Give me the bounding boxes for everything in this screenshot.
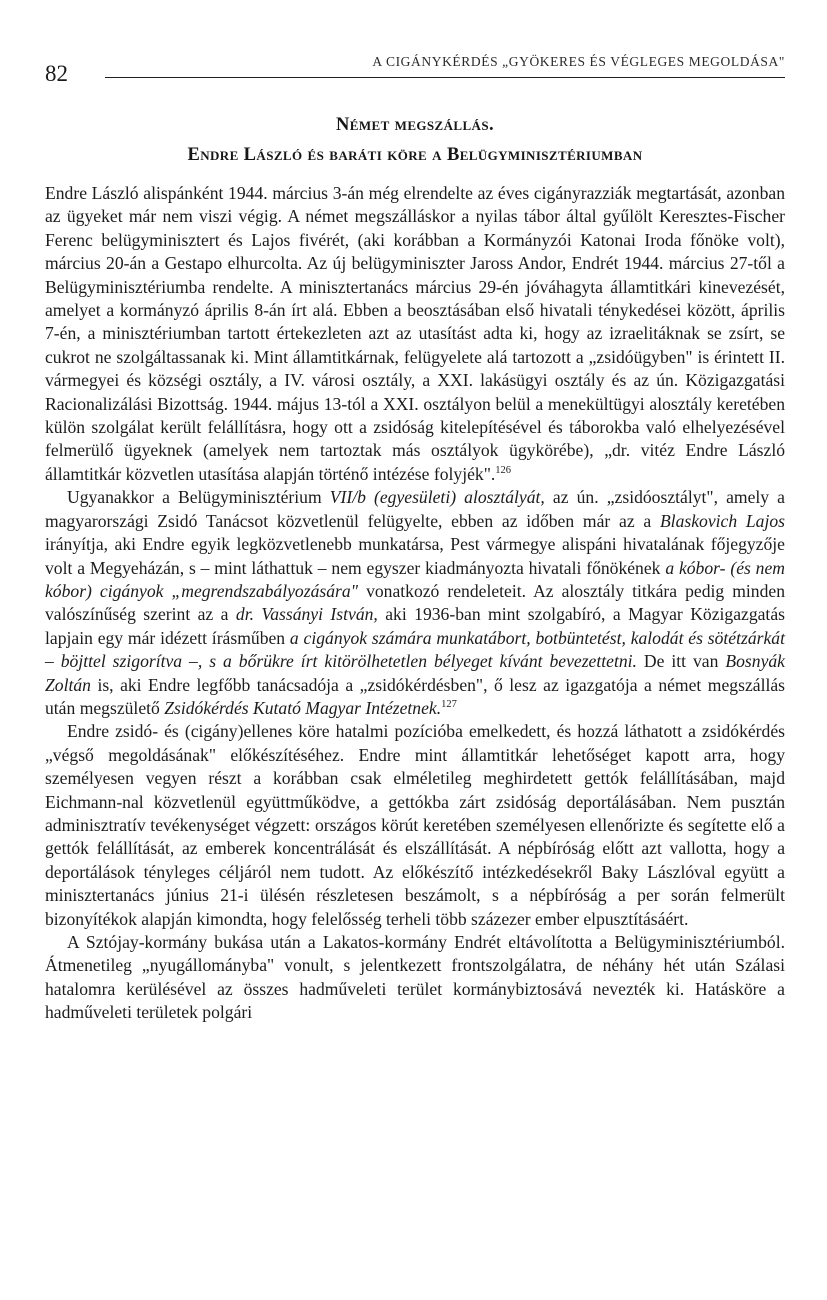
paragraph-4: A Sztójay-kormány bukása után a Lakatos-kormány Endrét eltávolította a Belügyminisztériumból. Átmenetileg „nyugállományba" vonult, s jelentkezett frontszolgálatra, de néhány hét után Szálasi hatalomra kerülésével az összes hadműveleti terület kormánybiztosává nevezték ki. Hatásköre a hadműveleti területek polgári <box>45 932 785 1023</box>
paragraph-2-italic-6: Bosnyák Zoltán <box>45 651 785 695</box>
paragraph-2 <box>45 486 785 720</box>
paragraph-2-italic-2: Blaskovich Lajos <box>659 510 785 531</box>
paragraph-2-text-5: aki 1936-ban mint szolgabíró, a Magyar Közigazgatás lapjain egy már idézett írásműben <box>45 604 785 648</box>
footnote-marker-127: 127 <box>441 699 457 711</box>
section-title-line-1: Német megszállás. <box>336 115 494 135</box>
paragraph-1 <box>45 182 785 486</box>
paragraph-2-text-2: az ún. „zsidóosztályt", amely a magyarországi Zsidó Tanácsot közvetlenül felügyelte, ebben az időben már az a <box>45 487 785 531</box>
body-text <box>45 182 785 1025</box>
section-title <box>45 110 785 170</box>
paragraph-2-italic-1: VII/b (egyesületi) alosztályát, <box>329 487 545 508</box>
paragraph-2-italic-5: a cigányok számára munkatábort, botbüntetést, kalodát és sötétzárkát – böjttel szigorítva –, s a bőrükre írt kitörölhetetlen bélyeget kívánt bevezettetni. <box>45 627 785 672</box>
paragraph-1-text: Endre László alispánként 1944. március 3-án még elrendelte az éves cigányrazziák megtartását, azonban az ügyeket már nem viszi végig. A német megszálláskor a nyilas tábor által gyűlölt Keresztes-Fischer Ferenc belügyminisztert és Lajos fivérét, (aki korábban a Kormányzói Katonai Iroda főnöke volt), március 20-án a Gestapo elhurcolta. Az új belügyminiszter Jaross Andor, Endrét 1944. március 27-től a Belügyminisztériumba rendelte. A minisztertanács március 29-én jóváhagyta államtitkári kinevezését, amelyet a kormányzó április 8-án írt alá. Ebben a beosztásában első hivatali ténykedései között, április 7-én, a minisztériumban tartott értekezleten azt az utasítást adta ki, hogy az izraelitáknak se zsírt, se cukrot ne szolgáltassanak ki. Mint államtitkárnak, felügyelete alá tartozott a „zsidóügyben" is érintett II. vármegyei és községi osztály, a IV. városi osztály, a XXI. lakásügyi osztály és az ún. Közigazgatási Racionalizálási Bizottság. 1944. május 13-tól a XXI. osztályon belül a menekültügyi alosztály keretében külön szolgálat került felállításra, hogy ott a zsidóság kitelepítésével és táborokba való elhelyezésével felmerülő ügyeknek (amelyek nem tartoztak más osztályok ügykörébe), „dr. vitéz Endre László államtitkár közvetlen utasítása alapján történő intézése folyjék". <box>45 183 785 484</box>
paragraph-2-text-3: irányítja, aki Endre egyik legközvetlenebb munkatársa, Pest vármegye alispáni hivatalának főjegyzője volt a Megyeházán, s – mint láthattuk – nem egyszer kiadmányozta hivatali főnökének <box>45 534 785 578</box>
page-number: 82 <box>45 61 68 86</box>
paragraph-2-text-6: De itt van <box>636 651 726 672</box>
running-head: A CIGÁNYKÉRDÉS „GYÖKERES ÉS VÉGLEGES MEGOLDÁSA" <box>372 54 785 69</box>
paragraph-2-text-7: is, aki Endre legfőbb tanácsadója a „zsidókérdésben", ő lesz az igazgatója a német megszállás után megszülető <box>45 674 785 718</box>
paragraph-2-text-1: Ugyanakkor a Belügyminisztérium <box>67 487 330 508</box>
header-rule <box>105 77 785 78</box>
paragraph-2-italic-4: dr. Vassányi István, <box>235 604 378 625</box>
paragraph-2-italic-7: Zsidókérdés Kutató Magyar Intézetnek. <box>164 697 442 718</box>
paragraph-2-text-4: vonatkozó rendeleteit. Az alosztály titkára pedig minden valószínűség szerint az a <box>45 580 785 625</box>
footnote-marker-126: 126 <box>495 465 512 477</box>
paragraph-2-italic-3: a kóbor- (és nem kóbor) cigányok „megrendszabályozására" <box>45 557 785 601</box>
paragraph-3: Endre zsidó- és (cigány)ellenes köre hatalmi pozícióba emelkedett, és hozzá láthatott a zsidókérdés „végső megoldásának" előkészítéséhez. Endre mint államtitkár lehetőséget kapott arra, hogy személyesen vegyen részt a korábban csak elméletileg meghirdetett gettók felállításában, majd Eichmann-nal közvetlenül együttműködve, a gettókba zárt zsidóság deportálásában. Nem pusztán adminisztratív tevékenységet végzett: országos körút keretében személyesen ellenőrizte és segítette elő a gettók felállítását, az emberek koncentrálását és elszállítását. A népbíróság előtt azt vallotta, hogy a deportálások tényleges céljáról nem tudott. Az előkészítő intézkedésekről Baky Lászlóval együtt a minisztertanács június 21-i ülésén részletesen beszámolt, s a népbíróság a per során felmerült bizonyítékok alapján kimondta, hogy felelősség terheli több százezer ember elpusztításáért. <box>45 721 785 929</box>
section-title-line-2: Endre László és baráti köre a Belügyminisztériumban <box>187 145 643 165</box>
